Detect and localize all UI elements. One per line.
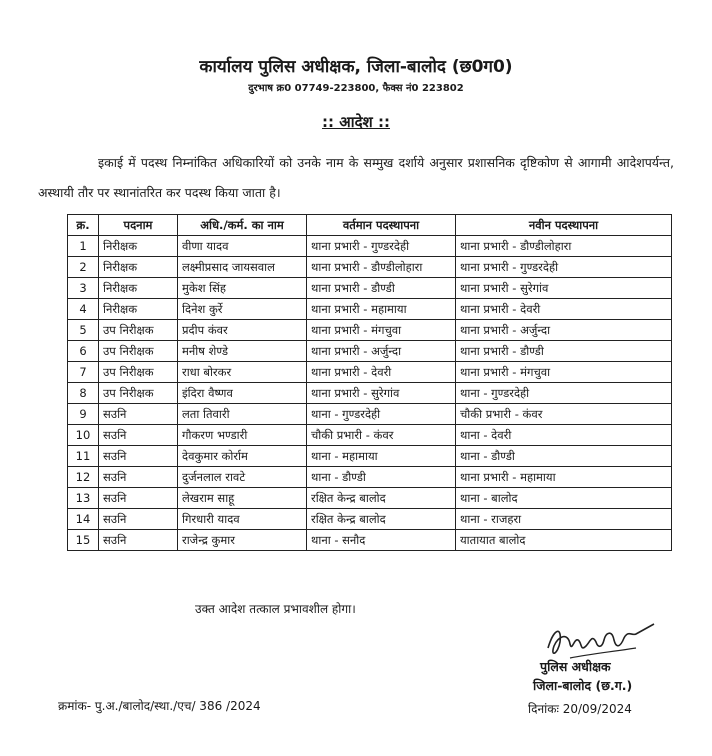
cell-new-posting: थाना - राजहरा bbox=[456, 509, 672, 530]
table-row bbox=[68, 488, 672, 509]
cell-serial: 5 bbox=[68, 320, 99, 341]
cell-designation: सउनि bbox=[99, 425, 178, 446]
cell-serial: 15 bbox=[68, 530, 99, 551]
cell-designation: सउनि bbox=[99, 446, 178, 467]
cell-current-posting: थाना प्रभारी - देवरी bbox=[307, 362, 456, 383]
col-header-new-posting: नवीन पदस्थापना bbox=[456, 215, 672, 236]
cell-new-posting: थाना प्रभारी - डौण्डी bbox=[456, 341, 672, 362]
cell-serial: 7 bbox=[68, 362, 99, 383]
signatory-title: पुलिस अधीक्षक bbox=[540, 659, 611, 674]
table-row bbox=[68, 425, 672, 446]
cell-current-posting: थाना प्रभारी - डौण्डीलोहारा bbox=[307, 257, 456, 278]
cell-new-posting: थाना प्रभारी - देवरी bbox=[456, 299, 672, 320]
cell-name: राधा बोरकर bbox=[178, 362, 307, 383]
cell-serial: 3 bbox=[68, 278, 99, 299]
table-header-row bbox=[68, 215, 672, 236]
col-header-designation: पदनाम bbox=[99, 215, 178, 236]
cell-new-posting: यातायात बालोद bbox=[456, 530, 672, 551]
cell-serial: 1 bbox=[68, 236, 99, 257]
table-row bbox=[68, 278, 672, 299]
cell-serial: 13 bbox=[68, 488, 99, 509]
cell-new-posting: थाना - गुण्डरदेही bbox=[456, 383, 672, 404]
cell-serial: 14 bbox=[68, 509, 99, 530]
cell-serial: 8 bbox=[68, 383, 99, 404]
cell-serial: 9 bbox=[68, 404, 99, 425]
cell-serial: 10 bbox=[68, 425, 99, 446]
cell-current-posting: थाना प्रभारी - गुण्डरदेही bbox=[307, 236, 456, 257]
order-heading: :: आदेश :: bbox=[322, 113, 390, 131]
cell-designation: सउनि bbox=[99, 488, 178, 509]
table-row bbox=[68, 383, 672, 404]
cell-designation: निरीक्षक bbox=[99, 257, 178, 278]
cell-name: गौकरण भण्डारी bbox=[178, 425, 307, 446]
cell-designation: सउनि bbox=[99, 530, 178, 551]
table-row bbox=[68, 530, 672, 551]
col-header-current-posting: वर्तमान पदस्थापना bbox=[307, 215, 456, 236]
effective-note: उक्त आदेश तत्काल प्रभावशील होगा। bbox=[195, 602, 356, 616]
cell-serial: 4 bbox=[68, 299, 99, 320]
cell-designation: निरीक्षक bbox=[99, 299, 178, 320]
cell-name: दिनेश कुर्रे bbox=[178, 299, 307, 320]
cell-new-posting: थाना प्रभारी - महामाया bbox=[456, 467, 672, 488]
cell-serial: 2 bbox=[68, 257, 99, 278]
cell-designation: सउनि bbox=[99, 404, 178, 425]
cell-current-posting: थाना - सनौद bbox=[307, 530, 456, 551]
cell-current-posting: चौकी प्रभारी - कंवर bbox=[307, 425, 456, 446]
intro-paragraph: इकाई में पदस्थ निम्नांकित अधिकारियों को उनके नाम के सम्मुख दर्शाये अनुसार प्रशासनिक दृष्टिकोण से आगामी आदेशपर्यन्त, अस्थायी तौर पर स्थानांतरित कर पदस्थ किया जाता है। bbox=[38, 155, 674, 200]
cell-new-posting: थाना - देवरी bbox=[456, 425, 672, 446]
signatory-district: जिला-बालोद (छ.ग.) bbox=[533, 678, 633, 693]
table-row bbox=[68, 257, 672, 278]
cell-name: प्रदीप कंवर bbox=[178, 320, 307, 341]
cell-new-posting: चौकी प्रभारी - कंवर bbox=[456, 404, 672, 425]
cell-name: देवकुमार कोर्राम bbox=[178, 446, 307, 467]
table-row bbox=[68, 509, 672, 530]
table-row bbox=[68, 362, 672, 383]
cell-new-posting: थाना - डौण्डी bbox=[456, 446, 672, 467]
cell-current-posting: थाना - गुण्डरदेही bbox=[307, 404, 456, 425]
table-row bbox=[68, 446, 672, 467]
cell-current-posting: थाना प्रभारी - डौण्डी bbox=[307, 278, 456, 299]
cell-current-posting: थाना प्रभारी - अर्जुन्दा bbox=[307, 341, 456, 362]
cell-designation: उप निरीक्षक bbox=[99, 362, 178, 383]
cell-name: इंदिरा वैष्णव bbox=[178, 383, 307, 404]
cell-designation: उप निरीक्षक bbox=[99, 341, 178, 362]
cell-name: वीणा यादव bbox=[178, 236, 307, 257]
cell-serial: 12 bbox=[68, 467, 99, 488]
col-header-name: अधि./कर्म. का नाम bbox=[178, 215, 307, 236]
cell-name: दुर्जनलाल रावटे bbox=[178, 467, 307, 488]
order-date: दिनांकः 20/09/2024 bbox=[528, 702, 632, 716]
cell-new-posting: थाना - बालोद bbox=[456, 488, 672, 509]
cell-new-posting: थाना प्रभारी - सुरेगांव bbox=[456, 278, 672, 299]
table-row bbox=[68, 236, 672, 257]
cell-name: राजेन्द्र कुमार bbox=[178, 530, 307, 551]
cell-current-posting: थाना प्रभारी - सुरेगांव bbox=[307, 383, 456, 404]
cell-current-posting: थाना प्रभारी - महामाया bbox=[307, 299, 456, 320]
cell-new-posting: थाना प्रभारी - मंगचुवा bbox=[456, 362, 672, 383]
transfer-table bbox=[67, 214, 672, 551]
cell-new-posting: थाना प्रभारी - अर्जुन्दा bbox=[456, 320, 672, 341]
cell-new-posting: थाना प्रभारी - डौण्डीलोहारा bbox=[456, 236, 672, 257]
cell-name: लता तिवारी bbox=[178, 404, 307, 425]
cell-designation: निरीक्षक bbox=[99, 236, 178, 257]
cell-designation: सउनि bbox=[99, 467, 178, 488]
cell-designation: उप निरीक्षक bbox=[99, 383, 178, 404]
cell-name: लेखराम साहू bbox=[178, 488, 307, 509]
table-row bbox=[68, 404, 672, 425]
cell-current-posting: रक्षित केन्द्र बालोद bbox=[307, 509, 456, 530]
cell-name: गिरधारी यादव bbox=[178, 509, 307, 530]
cell-current-posting: रक्षित केन्द्र बालोद bbox=[307, 488, 456, 509]
col-header-serial: क्र. bbox=[68, 215, 99, 236]
table-body bbox=[68, 236, 672, 551]
office-title: कार्यालय पुलिस अधीक्षक, जिला-बालोद (छ0ग0) bbox=[199, 57, 513, 77]
cell-designation: सउनि bbox=[99, 509, 178, 530]
cell-current-posting: थाना - महामाया bbox=[307, 446, 456, 467]
cell-serial: 11 bbox=[68, 446, 99, 467]
table-row bbox=[68, 299, 672, 320]
table-row bbox=[68, 320, 672, 341]
table-row bbox=[68, 341, 672, 362]
cell-serial: 6 bbox=[68, 341, 99, 362]
office-contact: दुरभाष क्र0 07749-223800, फैक्स नं0 223802 bbox=[248, 83, 464, 94]
cell-designation: उप निरीक्षक bbox=[99, 320, 178, 341]
cell-designation: निरीक्षक bbox=[99, 278, 178, 299]
cell-new-posting: थाना प्रभारी - गुण्डरदेही bbox=[456, 257, 672, 278]
cell-current-posting: थाना - डौण्डी bbox=[307, 467, 456, 488]
cell-name: लक्ष्मीप्रसाद जायसवाल bbox=[178, 257, 307, 278]
cell-name: मनीष शेण्डे bbox=[178, 341, 307, 362]
cell-current-posting: थाना प्रभारी - मंगचुवा bbox=[307, 320, 456, 341]
cell-name: मुकेश सिंह bbox=[178, 278, 307, 299]
reference-number: क्रमांक- पु.अ./बालोद/स्था./एच/ 386 /2024 bbox=[58, 699, 261, 713]
table-row bbox=[68, 467, 672, 488]
